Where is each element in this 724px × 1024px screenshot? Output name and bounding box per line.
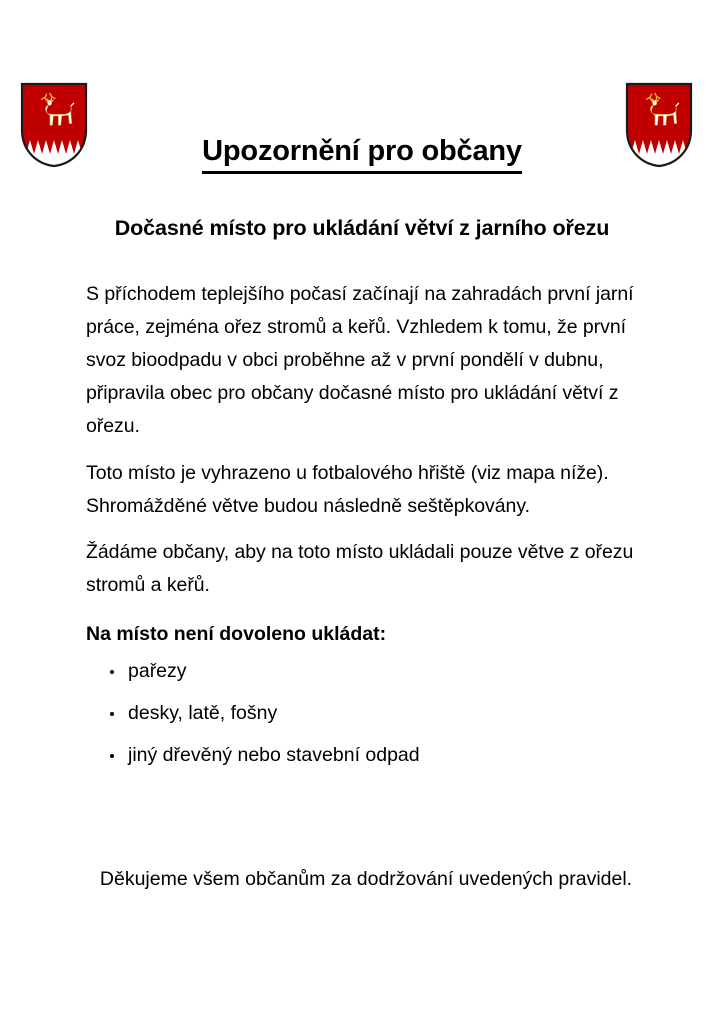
prohibited-list bbox=[86, 657, 646, 769]
bullet-dot-icon bbox=[110, 754, 114, 758]
list-item-label: jiný dřevěný nebo stavební odpad bbox=[128, 744, 420, 766]
bullet-dot-icon bbox=[110, 712, 114, 716]
list-item-label: desky, latě, fošny bbox=[128, 702, 278, 724]
prohibited-heading: Na místo není dovoleno ukládat: bbox=[86, 623, 387, 645]
list-item bbox=[86, 699, 646, 727]
bullet-dot-icon bbox=[110, 670, 114, 674]
closing-thanks: Děkujeme všem občanům za dodržování uvedených pravidel. bbox=[99, 867, 633, 890]
paragraph-request: Žádáme občany, aby na toto místo ukládali pouze větve z ořezu stromů a keřů. bbox=[86, 541, 634, 596]
notice-body bbox=[86, 278, 646, 769]
list-item-label: pařezy bbox=[128, 660, 187, 682]
page-subtitle: Dočasné místo pro ukládání větví z jarního ořezu bbox=[114, 215, 610, 240]
page-title bbox=[0, 135, 724, 173]
paragraph-location: Toto místo je vyhrazeno u fotbalového hřiště (viz mapa níže). Shromážděné větve budou následně seštěpkovány. bbox=[86, 462, 609, 517]
list-item bbox=[86, 741, 646, 769]
page-title-text: Upozornění pro občany bbox=[202, 135, 522, 173]
list-item bbox=[86, 657, 646, 685]
paragraph-intro: S příchodem teplejšího počasí začínají na zahradách první jarní práce, zejména ořez stromů a keřů. Vzhledem k tomu, že první svoz bioodpadu v obci proběhne až v první pondělí v dubnu, připravila obec pro občany dočasné místo pro ukládání větví z ořezu. bbox=[86, 283, 634, 437]
